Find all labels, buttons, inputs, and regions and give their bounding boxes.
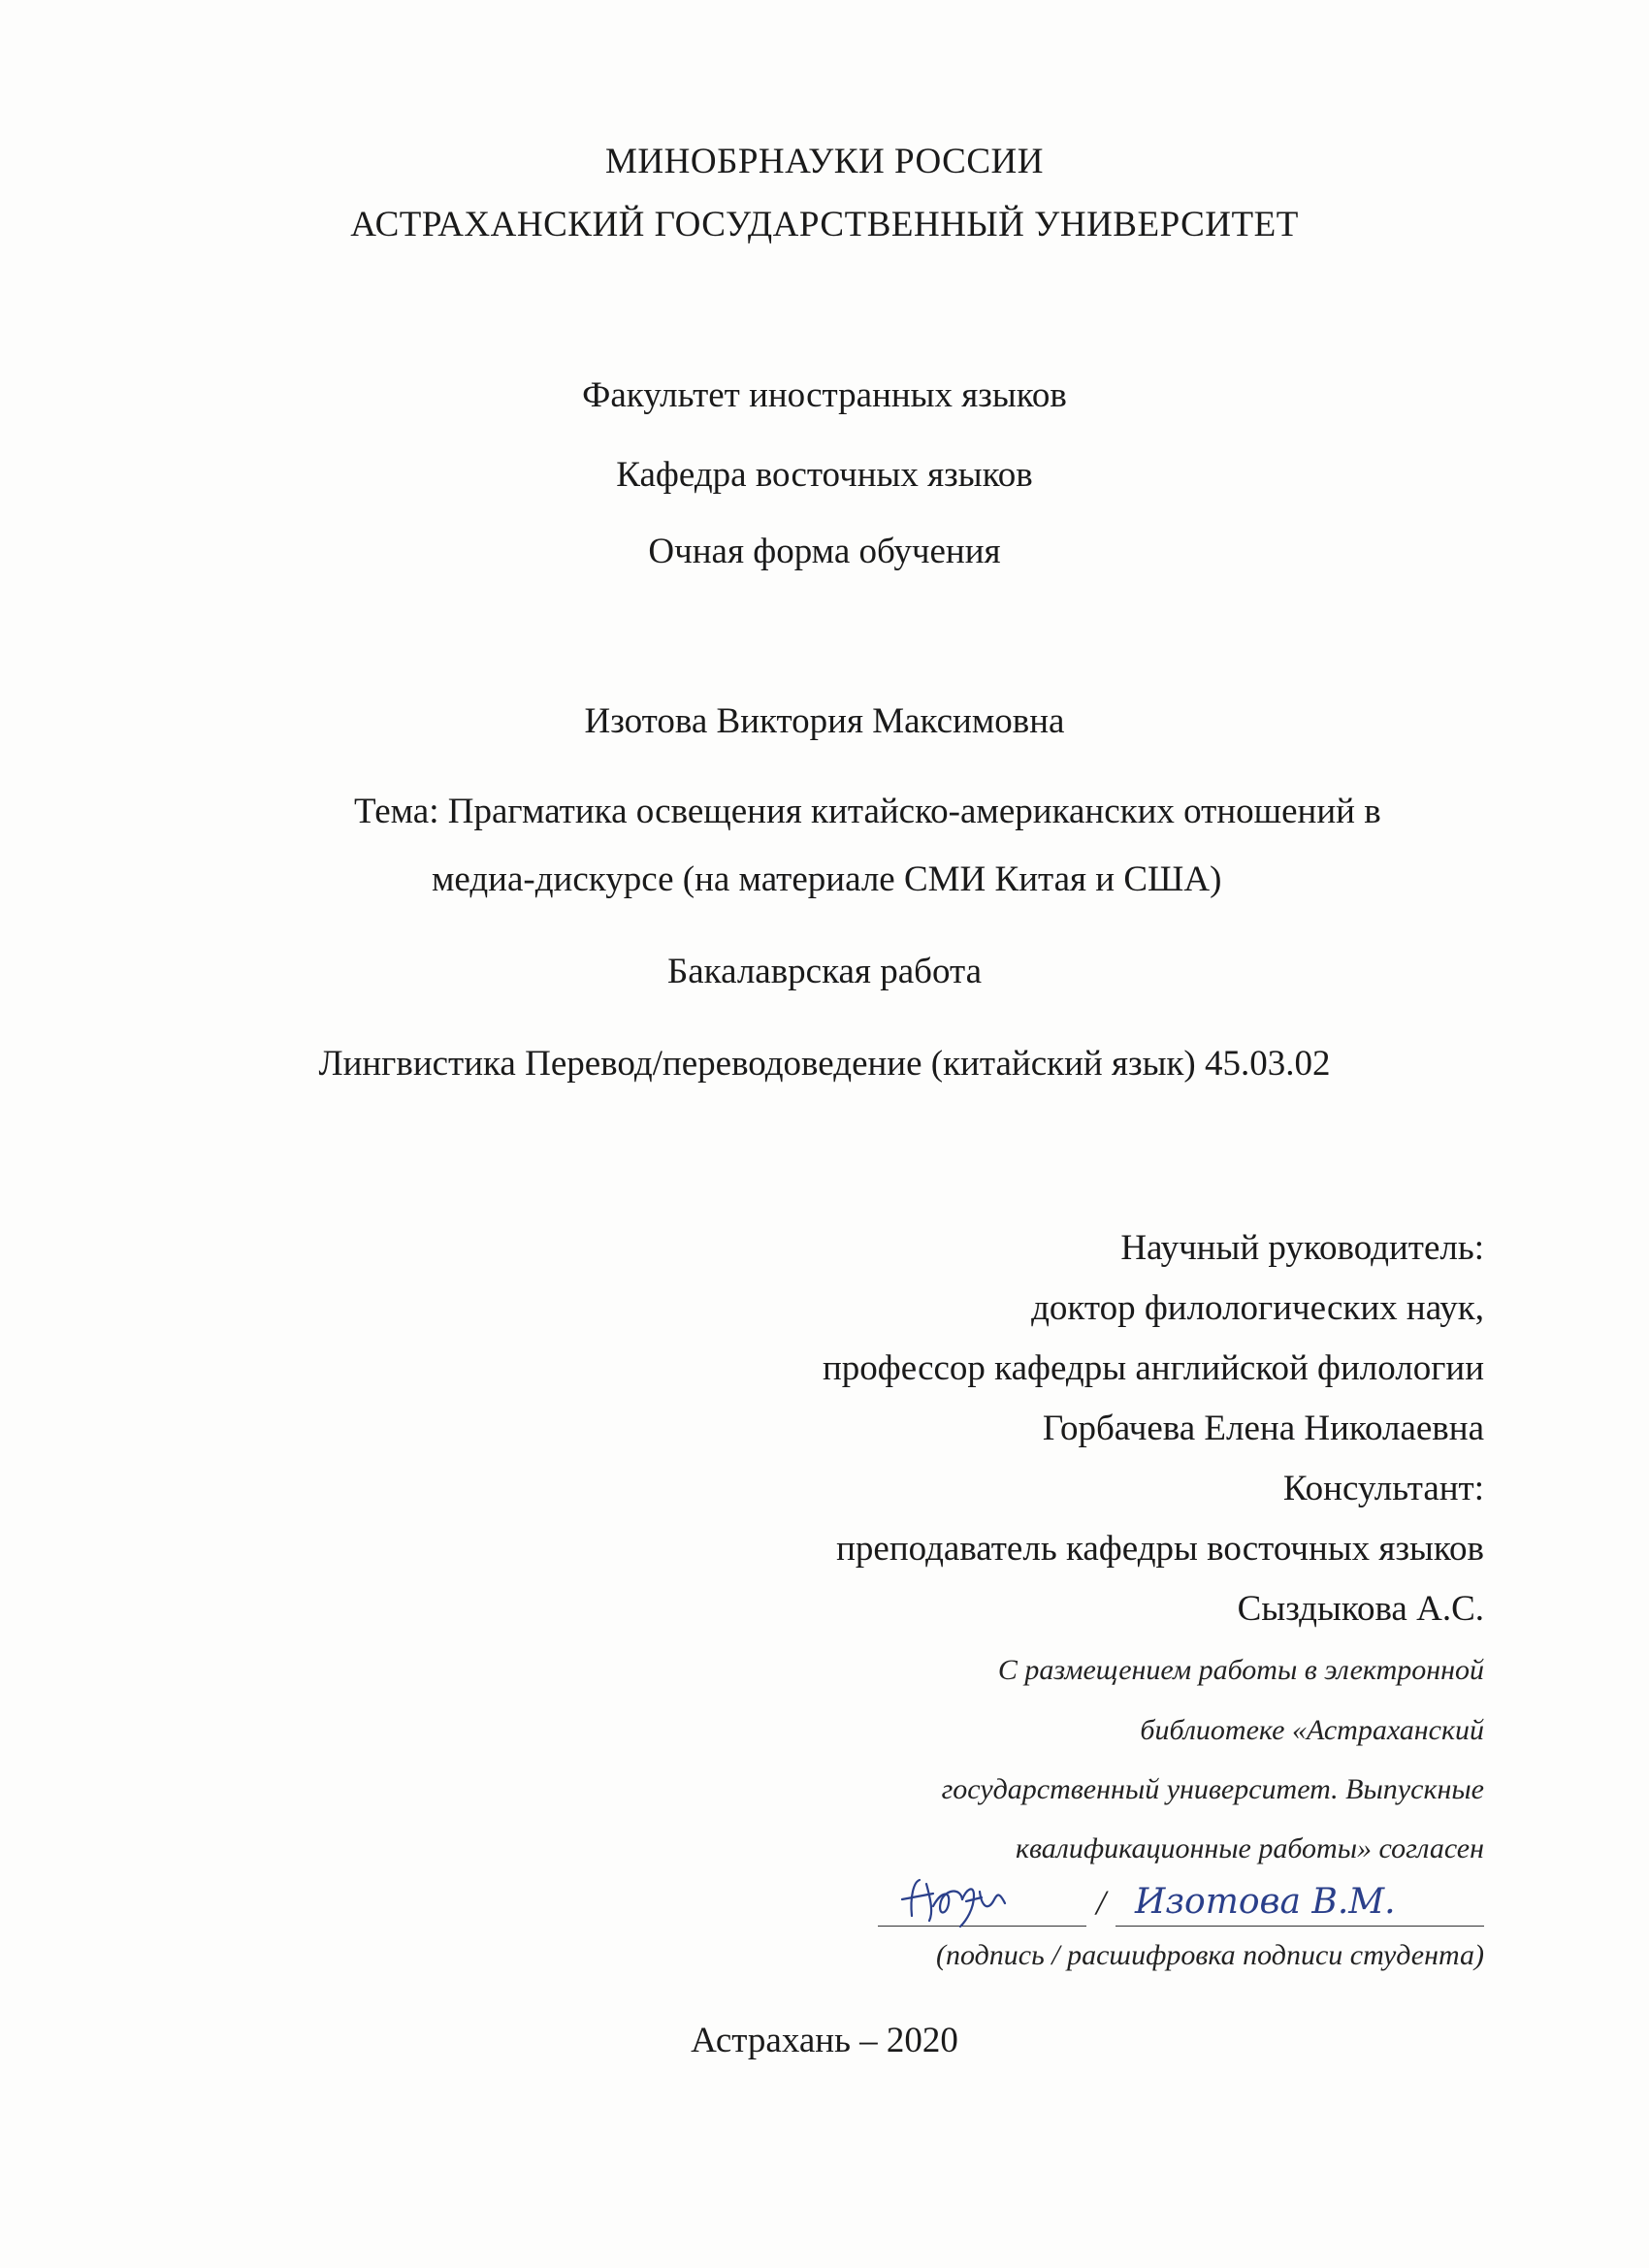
supervisor-degree: доктор филологических наук, [1031, 1288, 1484, 1328]
faculty-name: Факультет иностранных языков [582, 375, 1067, 415]
work-type: Бакалаврская работа [666, 952, 983, 991]
city-year: Астрахань – 2020 [691, 2021, 958, 2060]
signature-caption: (подпись / расшифровка подписи студента) [936, 1939, 1484, 1971]
handwritten-signature-icon [873, 1863, 1494, 1930]
consent-line-1: С размещением работы в электронной [997, 1654, 1484, 1686]
ministry-heading: МИНОБРНАУКИ РОССИИ [605, 142, 1044, 181]
topic-line-2: медиа-дискурсе (на материале СМИ Китая и США) [432, 859, 1222, 899]
supervisor-position: профессор кафедры английской филологии [822, 1348, 1484, 1388]
specialty: Лингвистика Перевод/переводоведение (китайский язык) 45.03.02 [318, 1044, 1331, 1084]
consultant-label: Консультант: [1282, 1469, 1484, 1508]
topic-line-1: Тема: Прагматика освещения китайско-американских отношений в [354, 792, 1381, 831]
consultant-name: Сыздыкова А.С. [1237, 1589, 1484, 1629]
author-name: Изотова Виктория Максимовна [584, 701, 1065, 741]
department-name: Кафедра восточных языков [616, 455, 1033, 495]
consent-line-2: библиотеке «Астраханский [1140, 1714, 1484, 1746]
supervisor-name: Горбачева Елена Николаевна [1042, 1409, 1484, 1448]
consent-line-4: квалификационные работы» согласен [1015, 1832, 1484, 1864]
signature-separator: / [1096, 1883, 1107, 1922]
consultant-position: преподаватель кафедры восточных языков [836, 1529, 1484, 1569]
consent-line-3: государственный университет. Выпускные [941, 1773, 1484, 1805]
study-form: Очная форма обучения [648, 532, 1001, 571]
university-heading: АСТРАХАНСКИЙ ГОСУДАРСТВЕННЫЙ УНИВЕРСИТЕТ [350, 205, 1299, 244]
handwritten-name: Изотова В.М. [1135, 1882, 1396, 1922]
supervisor-label: Научный руководитель: [1120, 1228, 1484, 1268]
